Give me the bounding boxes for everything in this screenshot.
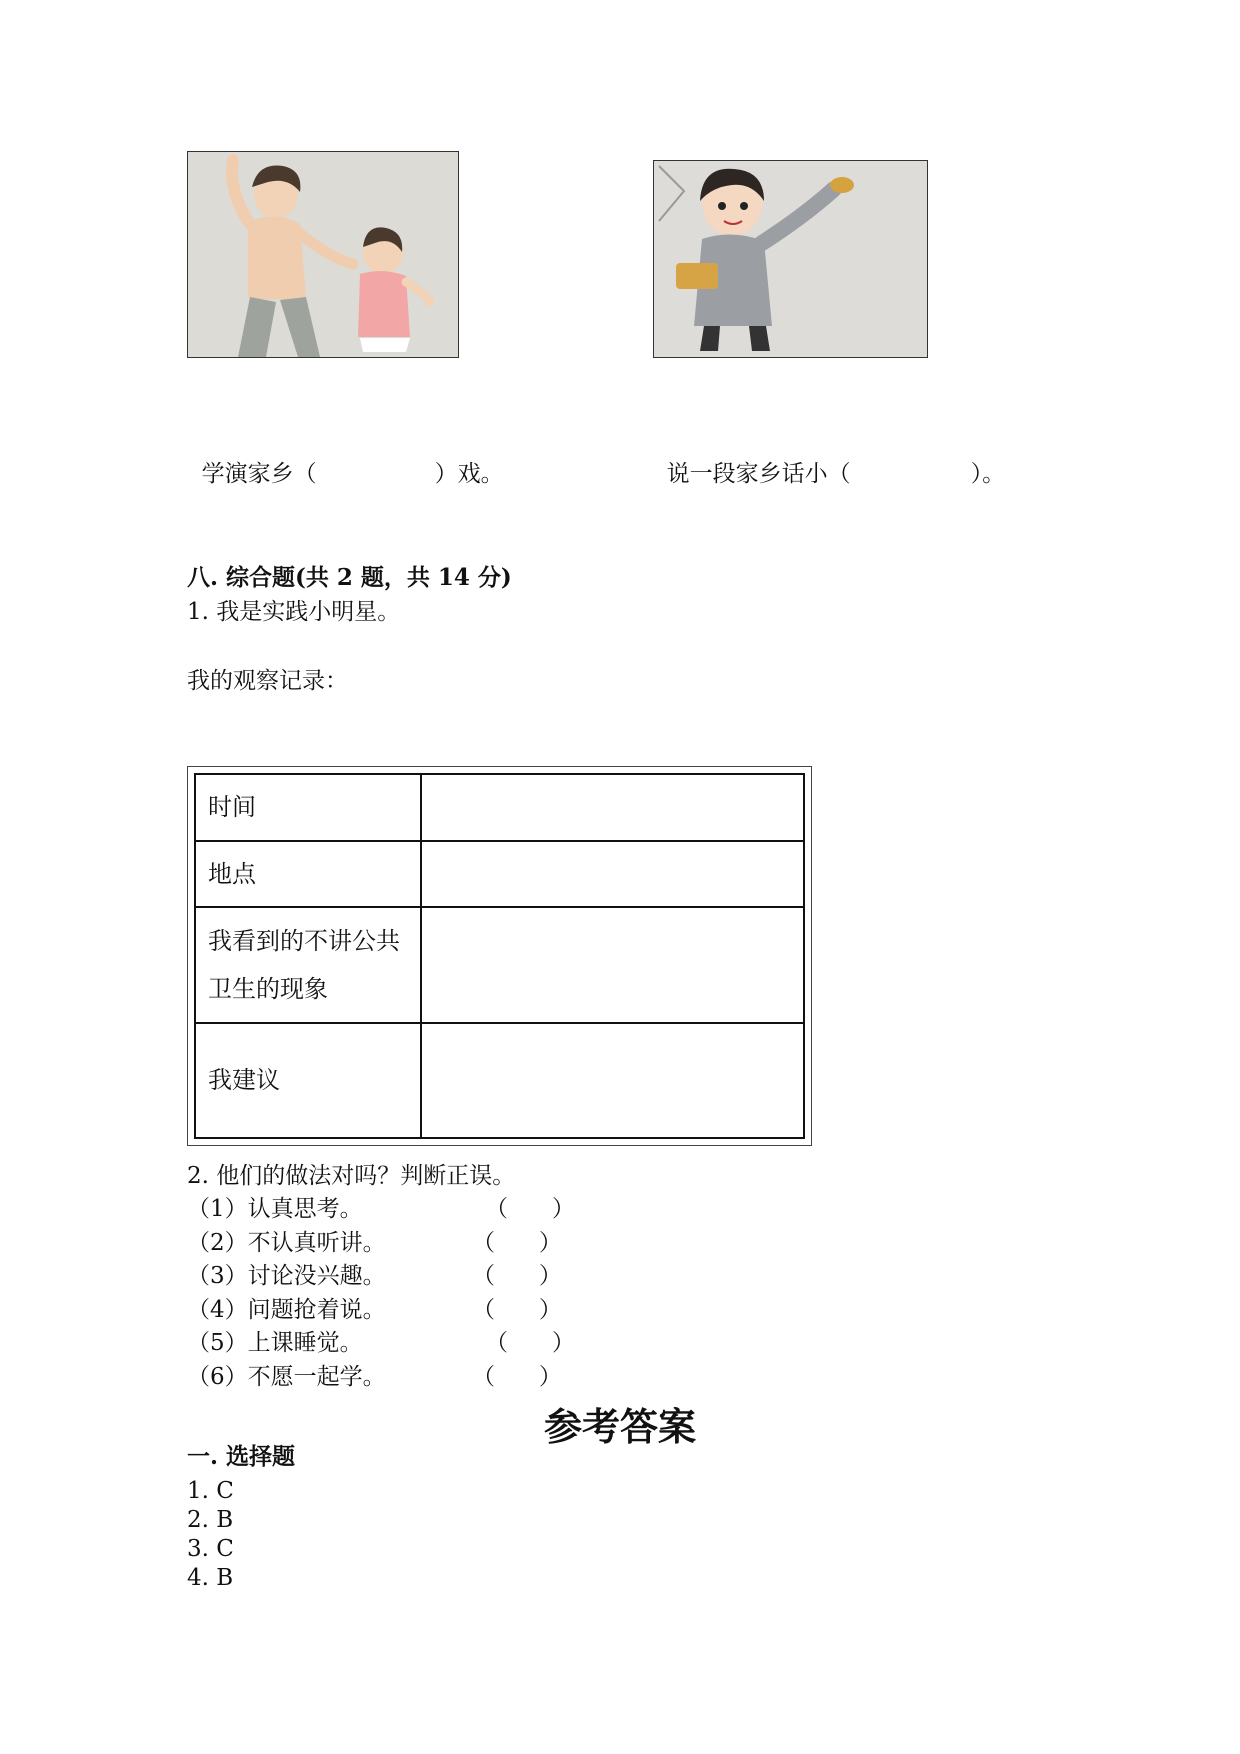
row-label-observation-line2: 卫生的现象 xyxy=(208,975,328,1004)
answer-item: 1. C xyxy=(187,1478,234,1504)
answer-paren[interactable]: （ ） xyxy=(485,1330,575,1356)
item-text: （5）上课睡觉。 xyxy=(187,1330,363,1356)
answer-paren[interactable]: （ ） xyxy=(472,1230,562,1256)
question-1: 1. 我是实践小明星。 xyxy=(187,599,401,625)
answer-item: 2. B xyxy=(187,1507,234,1533)
row-label-place: 地点 xyxy=(195,841,421,908)
answer-item: 3. C xyxy=(187,1536,234,1562)
item-text: （1）认真思考。 xyxy=(187,1196,363,1222)
illustration-dancing xyxy=(187,151,459,358)
row-label-time: 时间 xyxy=(195,774,421,841)
dancing-figures-icon xyxy=(188,152,458,357)
item-text: （3）讨论没兴趣。 xyxy=(187,1263,386,1289)
answer-paren[interactable]: （ ） xyxy=(472,1297,562,1323)
fill-blank-left-before: 学演家乡（ xyxy=(201,461,317,487)
item-text: （4）问题抢着说。 xyxy=(187,1297,386,1323)
table-row xyxy=(195,1023,804,1138)
list-item xyxy=(187,1328,363,1358)
row-value-time[interactable] xyxy=(421,774,804,841)
answers-title: 参考答案 xyxy=(543,1405,696,1449)
table-row xyxy=(195,907,804,1022)
question-1-subtitle: 我的观察记录： xyxy=(187,668,348,694)
item-text: （6）不愿一起学。 xyxy=(187,1364,386,1390)
fill-blank-left-after: ）戏。 xyxy=(434,461,504,487)
fill-blank-left xyxy=(187,429,504,489)
list-item xyxy=(187,1261,386,1291)
row-label-observation-line1: 我看到的不讲公共 xyxy=(208,927,400,956)
table-row xyxy=(195,774,804,841)
fill-blank-right-before: 说一段家乡话小（ xyxy=(666,461,851,487)
observation-record-table xyxy=(187,766,812,1146)
list-item xyxy=(187,1228,386,1258)
list-item xyxy=(187,1295,386,1325)
table-row xyxy=(195,841,804,908)
list-item xyxy=(187,1362,386,1392)
row-value-place[interactable] xyxy=(421,841,804,908)
illustration-storyteller xyxy=(653,160,928,358)
answer-item: 4. B xyxy=(187,1565,234,1591)
fill-blank-right xyxy=(652,429,1005,489)
boy-storyteller-icon xyxy=(654,161,927,357)
item-text: （2）不认真听讲。 xyxy=(187,1230,386,1256)
fill-blank-right-after: ）。 xyxy=(970,461,1006,487)
row-value-suggestion[interactable] xyxy=(421,1023,804,1138)
answer-paren[interactable]: （ ） xyxy=(472,1263,562,1289)
row-label-observation xyxy=(195,907,421,1022)
list-item xyxy=(187,1194,363,1224)
section-heading: 八. 综合题(共 2 题，共 14 分) xyxy=(187,564,512,591)
answer-paren[interactable]: （ ） xyxy=(472,1364,562,1390)
question-2: 2. 他们的做法对吗？判断正误。 xyxy=(187,1163,516,1189)
answer-paren[interactable]: （ ） xyxy=(485,1196,575,1222)
row-label-suggestion: 我建议 xyxy=(195,1023,421,1138)
row-value-observation[interactable] xyxy=(421,907,804,1022)
answers-section-heading: 一. 选择题 xyxy=(187,1443,296,1470)
